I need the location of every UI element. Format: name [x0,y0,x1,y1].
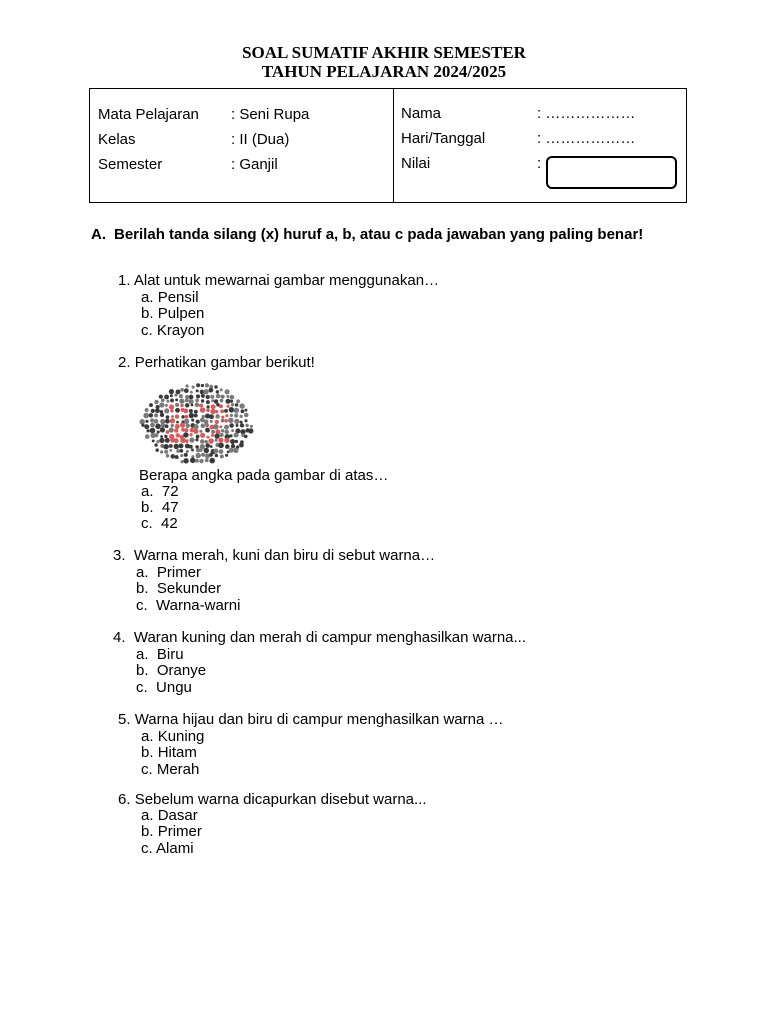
question-2 [118,355,315,372]
plate-dot [183,408,188,413]
plate-dot [189,395,194,400]
plate-dot [199,449,202,452]
plate-dot [234,419,239,424]
plate-dot [189,399,194,404]
plate-dot [210,409,215,414]
class-value: : II (Dua) [231,131,290,148]
plate-dot [149,413,153,417]
instruction-text: Berilah tanda silang (x) huruf a, b, atau c pada jawaban yang paling benar! [114,226,644,243]
plate-dot [169,449,172,452]
plate-dot [192,386,195,389]
plate-dot [185,439,189,443]
plate-dot [200,444,205,449]
plate-dot [155,448,159,452]
plate-dot [196,394,200,398]
plate-dot [174,438,179,443]
option-2c[interactable]: c. 42 [141,515,178,532]
plate-dot [234,408,239,413]
plate-dot [171,424,174,427]
plate-dot [159,395,163,399]
plate-dot [211,399,214,402]
question-text: Sebelum warna dicapurkan disebut warna... [134,791,427,808]
plate-dot [185,398,189,402]
plate-dot [205,459,209,463]
plate-dot [159,438,164,443]
question-text: Warna hijau dan biru di campur menghasilkan warna … [134,711,504,728]
plate-dot [221,416,224,419]
plate-dot [184,453,188,457]
plate-dot [195,459,199,463]
plate-dot [250,425,253,428]
plate-dot [180,449,184,453]
plate-dot [175,455,179,459]
plate-dot [196,389,199,392]
option-3b[interactable]: b. Sekunder [136,580,222,597]
plate-dot [229,407,235,413]
question-text: Perhatikan gambar berikut! [134,354,315,371]
plate-dot [201,394,205,398]
plate-dot [206,408,210,412]
plate-dot [195,403,200,408]
plate-dot [221,429,224,432]
plate-dot [139,419,144,424]
plate-dot [210,420,213,423]
question-number: 1. [118,272,131,289]
plate-dot [239,443,244,448]
plate-dot [224,409,228,413]
option-6c[interactable]: c. Alami [141,840,194,857]
plate-dot [213,424,219,430]
plate-dot [224,419,228,423]
plate-dot [150,428,156,434]
plate-dot [170,394,173,397]
plate-dot [141,424,144,427]
plate-dot [165,424,169,428]
plate-dot [216,390,219,393]
plate-dot [231,429,234,432]
plate-dot [175,414,179,418]
plate-dot [195,438,198,441]
plate-dot [221,419,225,423]
plate-dot [208,438,214,444]
plate-dot [170,418,175,423]
plate-dot [206,405,209,408]
plate-dot [210,445,213,448]
option-4a[interactable]: a. Biru [136,646,184,663]
plate-dot [196,383,200,387]
plate-dot [195,399,199,403]
plate-dot [170,409,173,412]
question-4 [113,630,526,647]
plate-dot [169,389,174,394]
plate-dot [174,393,177,396]
exam-title: SOAL SUMATIF AKHIR SEMESTER [242,43,526,62]
plate-dot [157,430,160,433]
plate-dot [185,384,188,387]
plate-dot [205,428,210,433]
question-number: 4. [113,629,126,646]
option-3c[interactable]: c. Warna-warni [136,597,241,614]
plate-dot [154,413,158,417]
plate-dot [145,408,149,412]
plate-dot [171,454,176,459]
option-5b[interactable]: b. Hitam [141,744,197,761]
plate-dot [151,409,155,413]
plate-dot [201,424,206,429]
plate-dot [196,435,200,439]
option-1c[interactable]: c. Krayon [141,322,205,339]
plate-dot [230,439,235,444]
plate-dot [180,423,185,428]
option-6b[interactable]: b. Primer [141,823,202,840]
plate-dot [239,403,244,408]
plate-dot [193,429,198,434]
plate-dot [244,435,248,439]
plate-dot [179,398,184,403]
plate-dot [181,460,184,463]
plate-dot [196,420,200,424]
plate-dot [213,448,218,453]
plate-dot [176,433,180,437]
plate-dot [206,395,210,399]
name-label: Nama [401,105,442,122]
plate-dot [239,415,242,418]
plate-dot [180,438,185,443]
plate-dot [145,434,150,439]
plate-dot [229,423,234,428]
plate-dot [165,404,168,407]
plate-dot [176,449,180,453]
color-blind-test-plate-icon [139,383,255,465]
plate-dot [179,394,183,398]
plate-dot [184,428,188,432]
plate-dot [226,395,229,398]
plate-dot [231,403,234,406]
plate-dot [218,443,224,449]
question-2-subtext: Berapa angka pada gambar di atas… [139,467,389,484]
plate-dot [225,444,230,449]
plate-dot [194,414,198,418]
plate-dot [189,413,194,418]
plate-dot [179,443,184,448]
plate-dot [206,400,210,404]
plate-dot [225,399,230,404]
plate-dot [183,432,188,437]
plate-dot [240,423,244,427]
plate-dot [170,398,174,402]
plate-dot [216,394,221,399]
option-2b[interactable]: b. 47 [141,499,179,516]
plate-dot [145,420,148,423]
question-text: Warna merah, kuni dan biru di sebut warna… [133,547,436,564]
plate-dot [199,459,203,463]
section-letter: A. [91,226,106,243]
plate-dot [200,439,204,443]
plate-dot [209,388,214,393]
plate-dot [189,437,194,442]
score-colon: : [537,155,542,172]
plate-dot [154,400,158,404]
option-2a[interactable]: a. 72 [141,483,179,500]
plate-dot [154,433,158,437]
plate-dot [201,384,204,387]
plate-dot [154,443,157,446]
plate-dot [248,428,253,433]
plate-dot [155,408,160,413]
plate-dot [154,419,159,424]
question-number: 3. [113,547,126,564]
plate-dot [241,409,245,413]
plate-dot [233,448,238,453]
plate-dot [175,424,180,429]
plate-dot [159,402,164,407]
plate-dot [165,419,170,424]
plate-dot [175,398,178,401]
score-box[interactable] [546,156,677,189]
plate-dot [225,414,228,417]
plate-dot [191,419,194,422]
plate-dot [181,415,184,418]
plate-dot [215,414,219,418]
plate-dot [220,455,224,459]
semester-value: : Ganjil [231,156,278,173]
option-1b[interactable]: b. Pulpen [141,305,205,322]
plate-dot [144,424,149,429]
plate-dot [200,390,204,394]
plate-dot [180,388,184,392]
plate-dot [201,399,204,402]
plate-dot [169,444,173,448]
plate-dot [210,395,214,399]
plate-dot [166,454,170,458]
plate-dot [205,443,210,448]
plate-dot [244,419,247,422]
plate-dot [206,436,209,439]
plate-dot [240,421,243,424]
plate-dot [189,433,192,436]
question-text: Waran kuning dan merah di campur menghasilkan warna... [133,629,527,646]
plate-dot [211,404,216,409]
plate-dot [166,415,170,419]
plate-dot [184,388,189,393]
plate-dot [199,430,202,433]
plate-dot [245,424,248,427]
plate-dot [160,427,165,432]
option-3a[interactable]: a. Primer [136,564,202,581]
plate-dot [155,424,161,430]
plate-dot [230,414,233,417]
plate-dot [224,438,229,443]
plate-dot [191,449,194,452]
plate-dot [211,434,214,437]
plate-dot [196,453,201,458]
plate-dot [231,444,235,448]
option-1a[interactable]: a. Pensil [141,289,199,306]
plate-dot [203,389,208,394]
academic-year-title: TAHUN PELAJARAN 2024/2025 [261,62,507,81]
plate-dot [225,430,230,435]
plate-dot [236,424,239,427]
plate-dot [199,403,203,407]
plate-dot [150,418,154,422]
plate-dot [164,408,169,413]
plate-dot [152,439,155,442]
subject-label: Mata Pelajaran [98,106,199,123]
section-instruction [91,227,691,243]
plate-dot [164,435,167,438]
plate-dot [189,445,193,449]
plate-dot [219,425,222,428]
plate-dot [215,420,219,424]
plate-dot [169,405,174,410]
subject-value: : Seni Rupa [231,106,310,123]
class-label: Kelas [98,131,136,148]
question-number: 5. [118,711,131,728]
plate-dot [161,398,165,402]
plate-dot [209,453,213,457]
plate-dot [183,458,188,463]
plate-dot [186,450,189,453]
plate-dot [229,434,232,437]
plate-dot [169,427,174,432]
plate-dot [220,409,224,413]
plate-dot [164,450,168,454]
plate-dot [200,407,206,413]
plate-dot [236,399,240,403]
plate-dot [180,454,183,457]
plate-dot [228,418,233,423]
semester-label: Semester [98,156,163,173]
plate-dot [160,435,163,438]
plate-dot [219,404,223,408]
plate-dot [175,408,180,413]
option-6a[interactable]: a. Dasar [141,807,198,824]
date-label: Hari/Tanggal [401,130,486,147]
plate-dot [190,458,196,464]
score-label: Nilai [401,155,431,172]
plate-dot [224,425,229,430]
plate-dot [209,458,215,464]
plate-dot [174,444,179,449]
plate-dot [244,413,248,417]
plate-dot [215,454,219,458]
plate-dot [215,410,218,413]
question-1 [118,273,439,290]
plate-dot [164,395,169,400]
plate-dot [160,450,163,453]
plate-dot [209,414,214,419]
plate-dot [174,428,178,432]
plate-dot [193,424,198,429]
plate-dot [185,415,189,419]
option-4b[interactable]: b. Oranye [136,662,207,679]
plate-dot [146,429,149,432]
name-field[interactable]: : ……………… [537,105,636,122]
plate-dot [161,423,166,428]
plate-dot [180,404,183,407]
plate-dot [225,454,228,457]
plate-dot [214,433,219,438]
plate-dot [214,385,217,388]
plate-dot [204,440,208,444]
plate-dot [143,413,149,419]
plate-dot [205,383,209,387]
plate-dot [160,413,164,417]
plate-dot [200,433,205,438]
question-number: 2. [118,354,131,371]
date-field[interactable]: : ……………… [537,130,636,147]
plate-dot [220,388,223,391]
plate-dot [186,424,190,428]
plate-dot [205,423,209,427]
plate-dot [235,440,238,443]
plate-dot [165,438,170,443]
plate-dot [150,423,155,428]
option-5c[interactable]: c. Merah [141,761,200,778]
plate-dot [227,405,230,408]
plate-dot [225,389,230,394]
plate-dot [234,432,239,437]
plate-dot [215,439,218,442]
plate-dot [218,438,223,443]
question-3 [113,548,435,565]
plate-dot [184,419,189,424]
option-5a[interactable]: a. Kuning [141,728,205,745]
plate-dot [149,403,153,407]
plate-dot [220,399,224,403]
plate-dot [166,400,169,403]
plate-dot [235,403,239,407]
plate-dot [219,449,224,454]
plate-dot [176,421,179,424]
plate-dot [201,453,205,457]
plate-dot [164,444,169,449]
plate-dot [230,395,235,400]
plate-dot [194,410,198,414]
plate-dot [234,413,238,417]
plate-dot [175,403,179,407]
question-5 [118,712,503,729]
plate-dot [220,433,224,437]
plate-dot [230,400,233,403]
plate-dot [221,395,225,399]
plate-dot [229,448,234,453]
option-4c[interactable]: c. Ungu [136,679,192,696]
plate-dot [156,440,159,443]
plate-dot [211,430,215,434]
plate-dot [185,403,189,407]
plate-dot [191,404,194,407]
info-box-divider [393,89,394,202]
plate-dot [171,415,174,418]
plate-dot [190,391,193,394]
student-info-box [89,88,687,203]
plate-dot [189,409,193,413]
question-number: 6. [118,791,131,808]
plate-dot [245,409,248,412]
plate-dot [204,448,209,453]
question-text: Alat untuk mewarnai gambar menggunakan… [133,272,440,289]
